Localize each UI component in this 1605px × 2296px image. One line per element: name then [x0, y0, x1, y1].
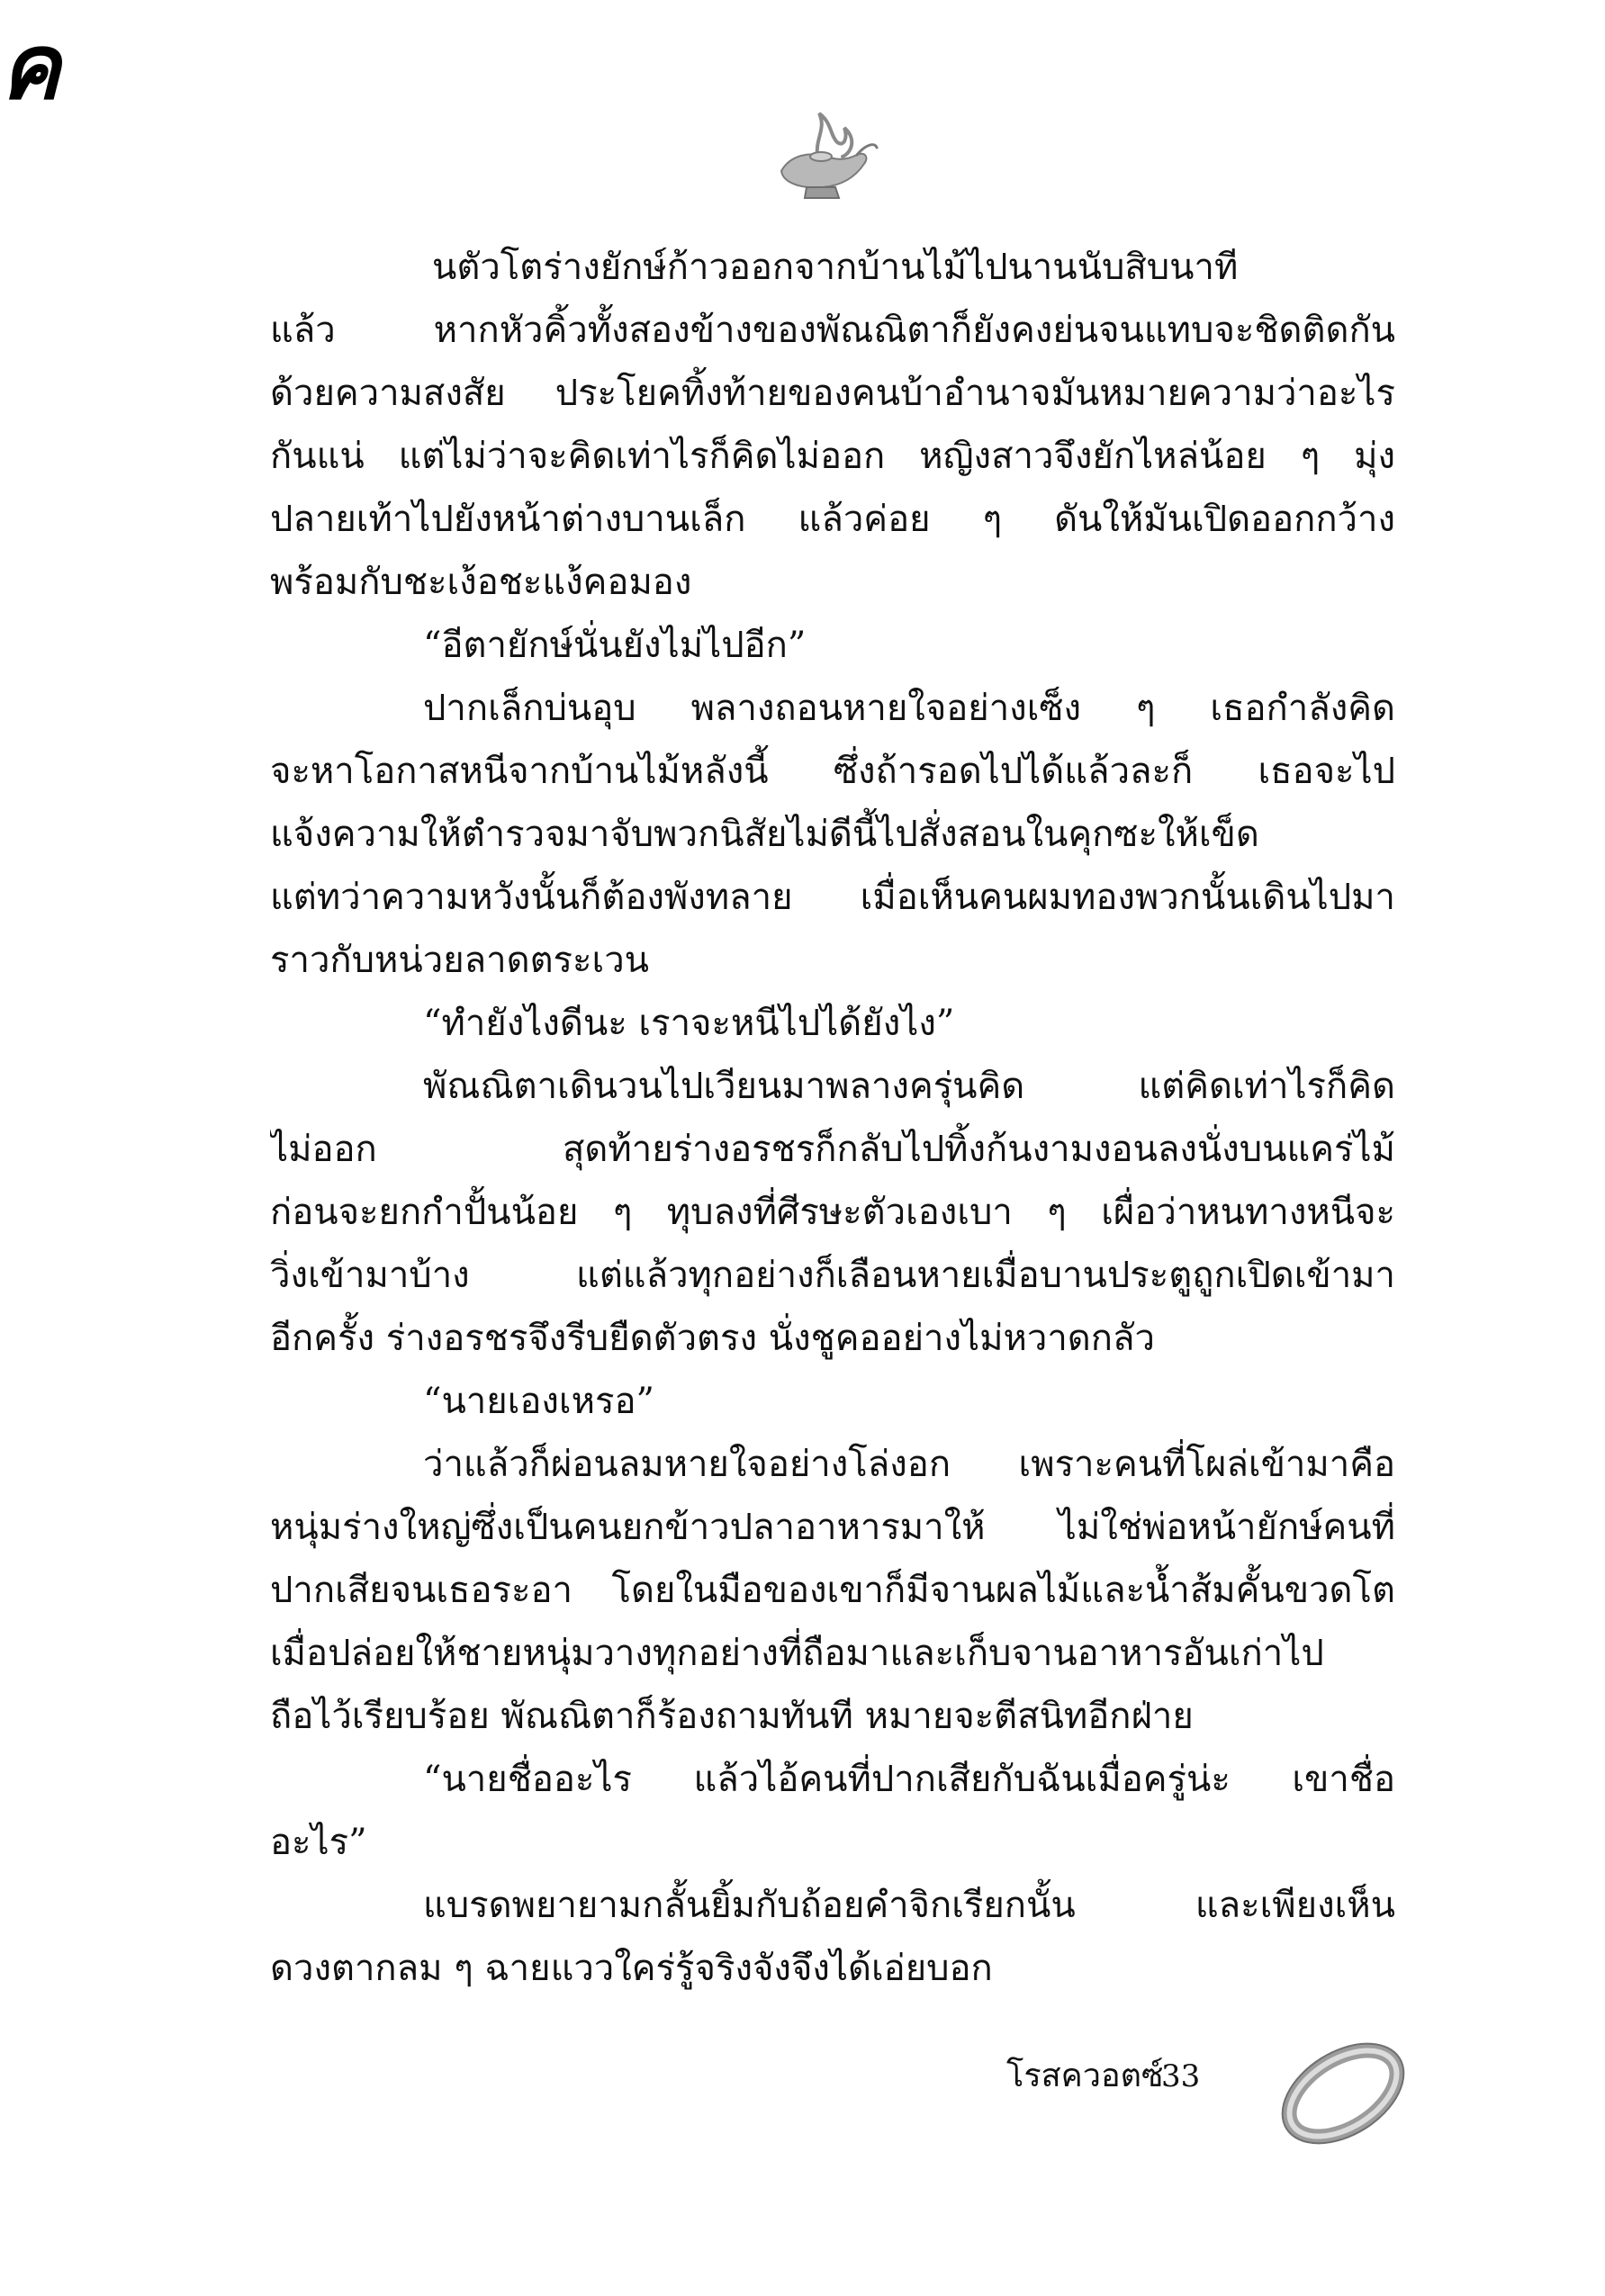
text-line: จะหาโอกาสหนีจากบ้านไม้หลังนี้ ซึ่งถ้ารอดไปได้แล้วละก็ เธอจะไป — [270, 751, 1395, 792]
text-line: ปากเสียจนเธอระอา โดยในมือของเขาก็มีจานผลไม้และน้ำส้มคั้นขวดโต — [270, 1570, 1395, 1611]
dialogue-line: “นายเองเหรอ” — [423, 1381, 654, 1422]
ring-ornament-icon — [1266, 2023, 1419, 2158]
text-line: แบรดพยายามกลั้นยิ้มกับถ้อยคำจิกเรียกนั้น และเพียงเห็น — [423, 1885, 1395, 1926]
text-line: แล้ว หากหัวคิ้วทั้งสองข้างของพัณณิตาก็ยังคงย่นจนแทบจะชิดติดกัน — [270, 310, 1395, 351]
dialogue-line: อะไร” — [270, 1822, 367, 1863]
text-line: ดวงตากลม ๆ ฉายแววใคร่รู้จริงจังจึงได้เอ่ยบอก — [270, 1948, 993, 1989]
text-line: หนุ่มร่างใหญ่ซึ่งเป็นคนยกข้าวปลาอาหารมาให้ ไม่ใช่พ่อหน้ายักษ์คนที่ — [270, 1507, 1395, 1548]
book-title: โรสควอตซ์ — [1006, 2057, 1164, 2094]
text-line: พัณณิตาเดินวนไปเวียนมาพลางครุ่นคิด แต่คิดเท่าไรก็คิด — [423, 1066, 1395, 1107]
text-line: วิ่งเข้ามาบ้าง แต่แล้วทุกอย่างก็เลือนหายเมื่อบานประตูถูกเปิดเข้ามา — [270, 1255, 1395, 1296]
text-line: ปากเล็กบ่นอุบ พลางถอนหายใจอย่างเซ็ง ๆ เธอกำลังคิด — [423, 688, 1395, 729]
text-line: พร้อมกับชะเง้อชะแง้คอมอง — [270, 562, 692, 603]
text-line: กันแน่ แต่ไม่ว่าจะคิดเท่าไรก็คิดไม่ออก หญิงสาวจึงยักไหล่น้อย ๆ มุ่ง — [270, 436, 1395, 477]
text-line: นตัวโตร่างยักษ์ก้าวออกจากบ้านไม้ไปนานนับสิบนาที — [432, 247, 1239, 288]
text-line: แจ้งความให้ตำรวจมาจับพวกนิสัยไม่ดีนี้ไปสั่งสอนในคุกซะให้เข็ด — [270, 814, 1259, 855]
magic-lamp-ornament-icon — [763, 101, 880, 209]
dialogue-line: “อีตายักษ์นั่นยังไม่ไปอีก” — [423, 625, 807, 666]
page-number: 33 — [1161, 2058, 1201, 2094]
text-line: ไม่ออก สุดท้ายร่างอรชรก็กลับไปทิ้งก้นงามงอนลงนั่งบนแคร่ไม้ — [270, 1129, 1395, 1170]
text-line: อีกครั้ง ร่างอรชรจึงรีบยืดตัวตรง นั่งชูคออย่างไม่หวาดกลัว — [270, 1318, 1155, 1359]
text-line: ด้วยความสงสัย ประโยคทิ้งท้ายของคนบ้าอำนาจมันหมายความว่าอะไร — [270, 373, 1395, 414]
drop-cap-letter: ค — [0, 14, 60, 120]
text-line: เมื่อปล่อยให้ชายหนุ่มวางทุกอย่างที่ถือมาและเก็บจานอาหารอันเก่าไป — [270, 1633, 1324, 1674]
text-line: ถือไว้เรียบร้อย พัณณิตาก็ร้องถามทันที หมายจะตีสนิทอีกฝ่าย — [270, 1696, 1194, 1737]
text-line: ก่อนจะยกกำปั้นน้อย ๆ ทุบลงที่ศีรษะตัวเองเบา ๆ เผื่อว่าหนทางหนีจะ — [270, 1192, 1395, 1233]
dialogue-line: “ทำยังไงดีนะ เราจะหนีไปได้ยังไง” — [423, 1003, 955, 1044]
dialogue-line: “นายชื่ออะไร แล้วไอ้คนที่ปากเสียกับฉันเมื่อครู่น่ะ เขาชื่อ — [423, 1759, 1395, 1800]
text-line: แต่ทว่าความหวังนั้นก็ต้องพังทลาย เมื่อเห็นคนผมทองพวกนั้นเดินไปมา — [270, 877, 1395, 918]
text-line: ปลายเท้าไปยังหน้าต่างบานเล็ก แล้วค่อย ๆ ดันให้มันเปิดออกกว้าง — [270, 499, 1395, 540]
text-line: ราวกับหน่วยลาดตระเวน — [270, 940, 649, 981]
text-line: ว่าแล้วก็ผ่อนลมหายใจอย่างโล่งอก เพราะคนที่โผล่เข้ามาคือ — [423, 1444, 1395, 1485]
